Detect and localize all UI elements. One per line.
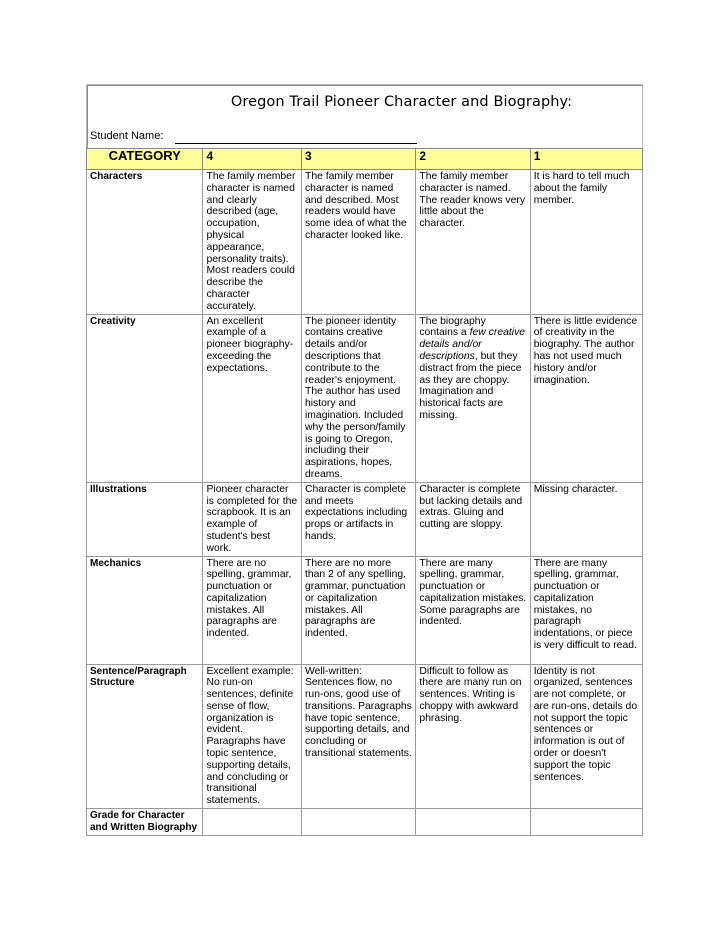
header-box — [86, 84, 643, 148]
student-name-label: Student Name: — [90, 130, 164, 142]
cell-characters-3: The family member character is named and described. Most readers would have some idea of what the character looked like. — [301, 170, 415, 315]
row-label-sentence-paragraph: Sentence/Paragraph Structure — [87, 664, 203, 809]
cell-creativity-1: There is little evidence of creativity in the biography. The author has not used much history and/or imagination. — [530, 314, 642, 482]
cell-grade-3[interactable] — [301, 809, 415, 836]
cell-mechanics-1: There are many spelling, grammar, punctuation or capitalization mistakes, no paragraph indentations, or piece is very difficult to read. — [530, 556, 642, 664]
cell-illustrations-2: Character is complete but lacking details and extras. Gluing and cutting are sloppy. — [416, 482, 530, 556]
table-row-characters — [87, 170, 643, 315]
header-row — [87, 149, 643, 170]
cell-creativity-2-italic: few creative details and/or descriptions — [419, 327, 526, 362]
cell-creativity-4: An excellent example of a pioneer biography- exceeding the expectations. — [203, 314, 301, 482]
cell-sentence-4: Excellent example: No run-on sentences, definite sense of flow, organization is evident. Paragraphs have topic sentence, supporting details, and concluding or transitional statements. — [203, 664, 301, 809]
rubric-page — [86, 84, 643, 836]
cell-grade-1[interactable] — [530, 809, 642, 836]
cell-creativity-2 — [416, 314, 530, 482]
row-label-illustrations: Illustrations — [87, 482, 203, 556]
cell-creativity-3: The pioneer identity contains creative details and/or descriptions that contribute to the reader's enjoyment. The author has used history and imagination. Included why the person/family is going to Oregon, including their aspirations, hopes, dreams. — [301, 314, 415, 482]
row-label-mechanics: Mechanics — [87, 556, 203, 664]
header-score-3: 3 — [301, 149, 415, 170]
table-row-creativity — [87, 314, 643, 482]
header-category: CATEGORY — [87, 149, 203, 170]
cell-mechanics-2: There are many spelling, grammar, punctuation or capitalization mistakes. Some paragraphs are indented. — [416, 556, 530, 664]
student-name-line — [175, 143, 417, 144]
cell-illustrations-4: Pioneer character is completed for the scrapbook. It is an example of student's best work. — [203, 482, 301, 556]
cell-sentence-1: Identity is not organized, sentences are not complete, or are run-ons, details do not support the topic sentences or information is out of order or doesn't support the topic sentences. — [530, 664, 642, 809]
cell-creativity-2-text-b: , but they distract from the piece as they are choppy. Imagination and historical facts are missing. — [419, 350, 522, 421]
header-score-1: 1 — [530, 149, 642, 170]
cell-illustrations-1: Missing character. — [530, 482, 642, 556]
table-row-grade — [87, 809, 643, 836]
cell-creativity-2-text-a: The biography contains a — [419, 315, 486, 339]
header-score-4: 4 — [203, 149, 301, 170]
cell-sentence-2: Difficult to follow as there are many run on sentences. Writing is choppy with awkward phrasing. — [416, 664, 530, 809]
cell-mechanics-3: There are no more than 2 of any spelling, grammar, punctuation or capitalization mistakes. All paragraphs are indented. — [301, 556, 415, 664]
row-label-characters: Characters — [87, 170, 203, 315]
cell-grade-4[interactable] — [203, 809, 301, 836]
cell-characters-2: The family member character is named. The reader knows very little about the character. — [416, 170, 530, 315]
document-title: Oregon Trail Pioneer Character and Biography: — [230, 94, 573, 110]
table-row-illustrations — [87, 482, 643, 556]
cell-sentence-3: Well-written: Sentences flow, no run-ons, good use of transitions. Paragraphs have topic sentence, supporting details, and concluding or transitional statements. — [301, 664, 415, 809]
table-row-mechanics — [87, 556, 643, 664]
header-score-2: 2 — [416, 149, 530, 170]
table-row-sentence-paragraph — [87, 664, 643, 809]
row-label-creativity: Creativity — [87, 314, 203, 482]
cell-characters-4: The family member character is named and clearly described (age, occupation, physical appearance, personality traits). Most readers could describe the character accurately. — [203, 170, 301, 315]
cell-characters-1: It is hard to tell much about the family member. — [530, 170, 642, 315]
row-label-grade: Grade for Character and Written Biography — [87, 809, 203, 836]
rubric-table — [86, 148, 643, 836]
cell-illustrations-3: Character is complete and meets expectations including props or artifacts in hands. — [301, 482, 415, 556]
cell-mechanics-4: There are no spelling, grammar, punctuation or capitalization mistakes. All paragraphs are indented. — [203, 556, 301, 664]
cell-grade-2[interactable] — [416, 809, 530, 836]
